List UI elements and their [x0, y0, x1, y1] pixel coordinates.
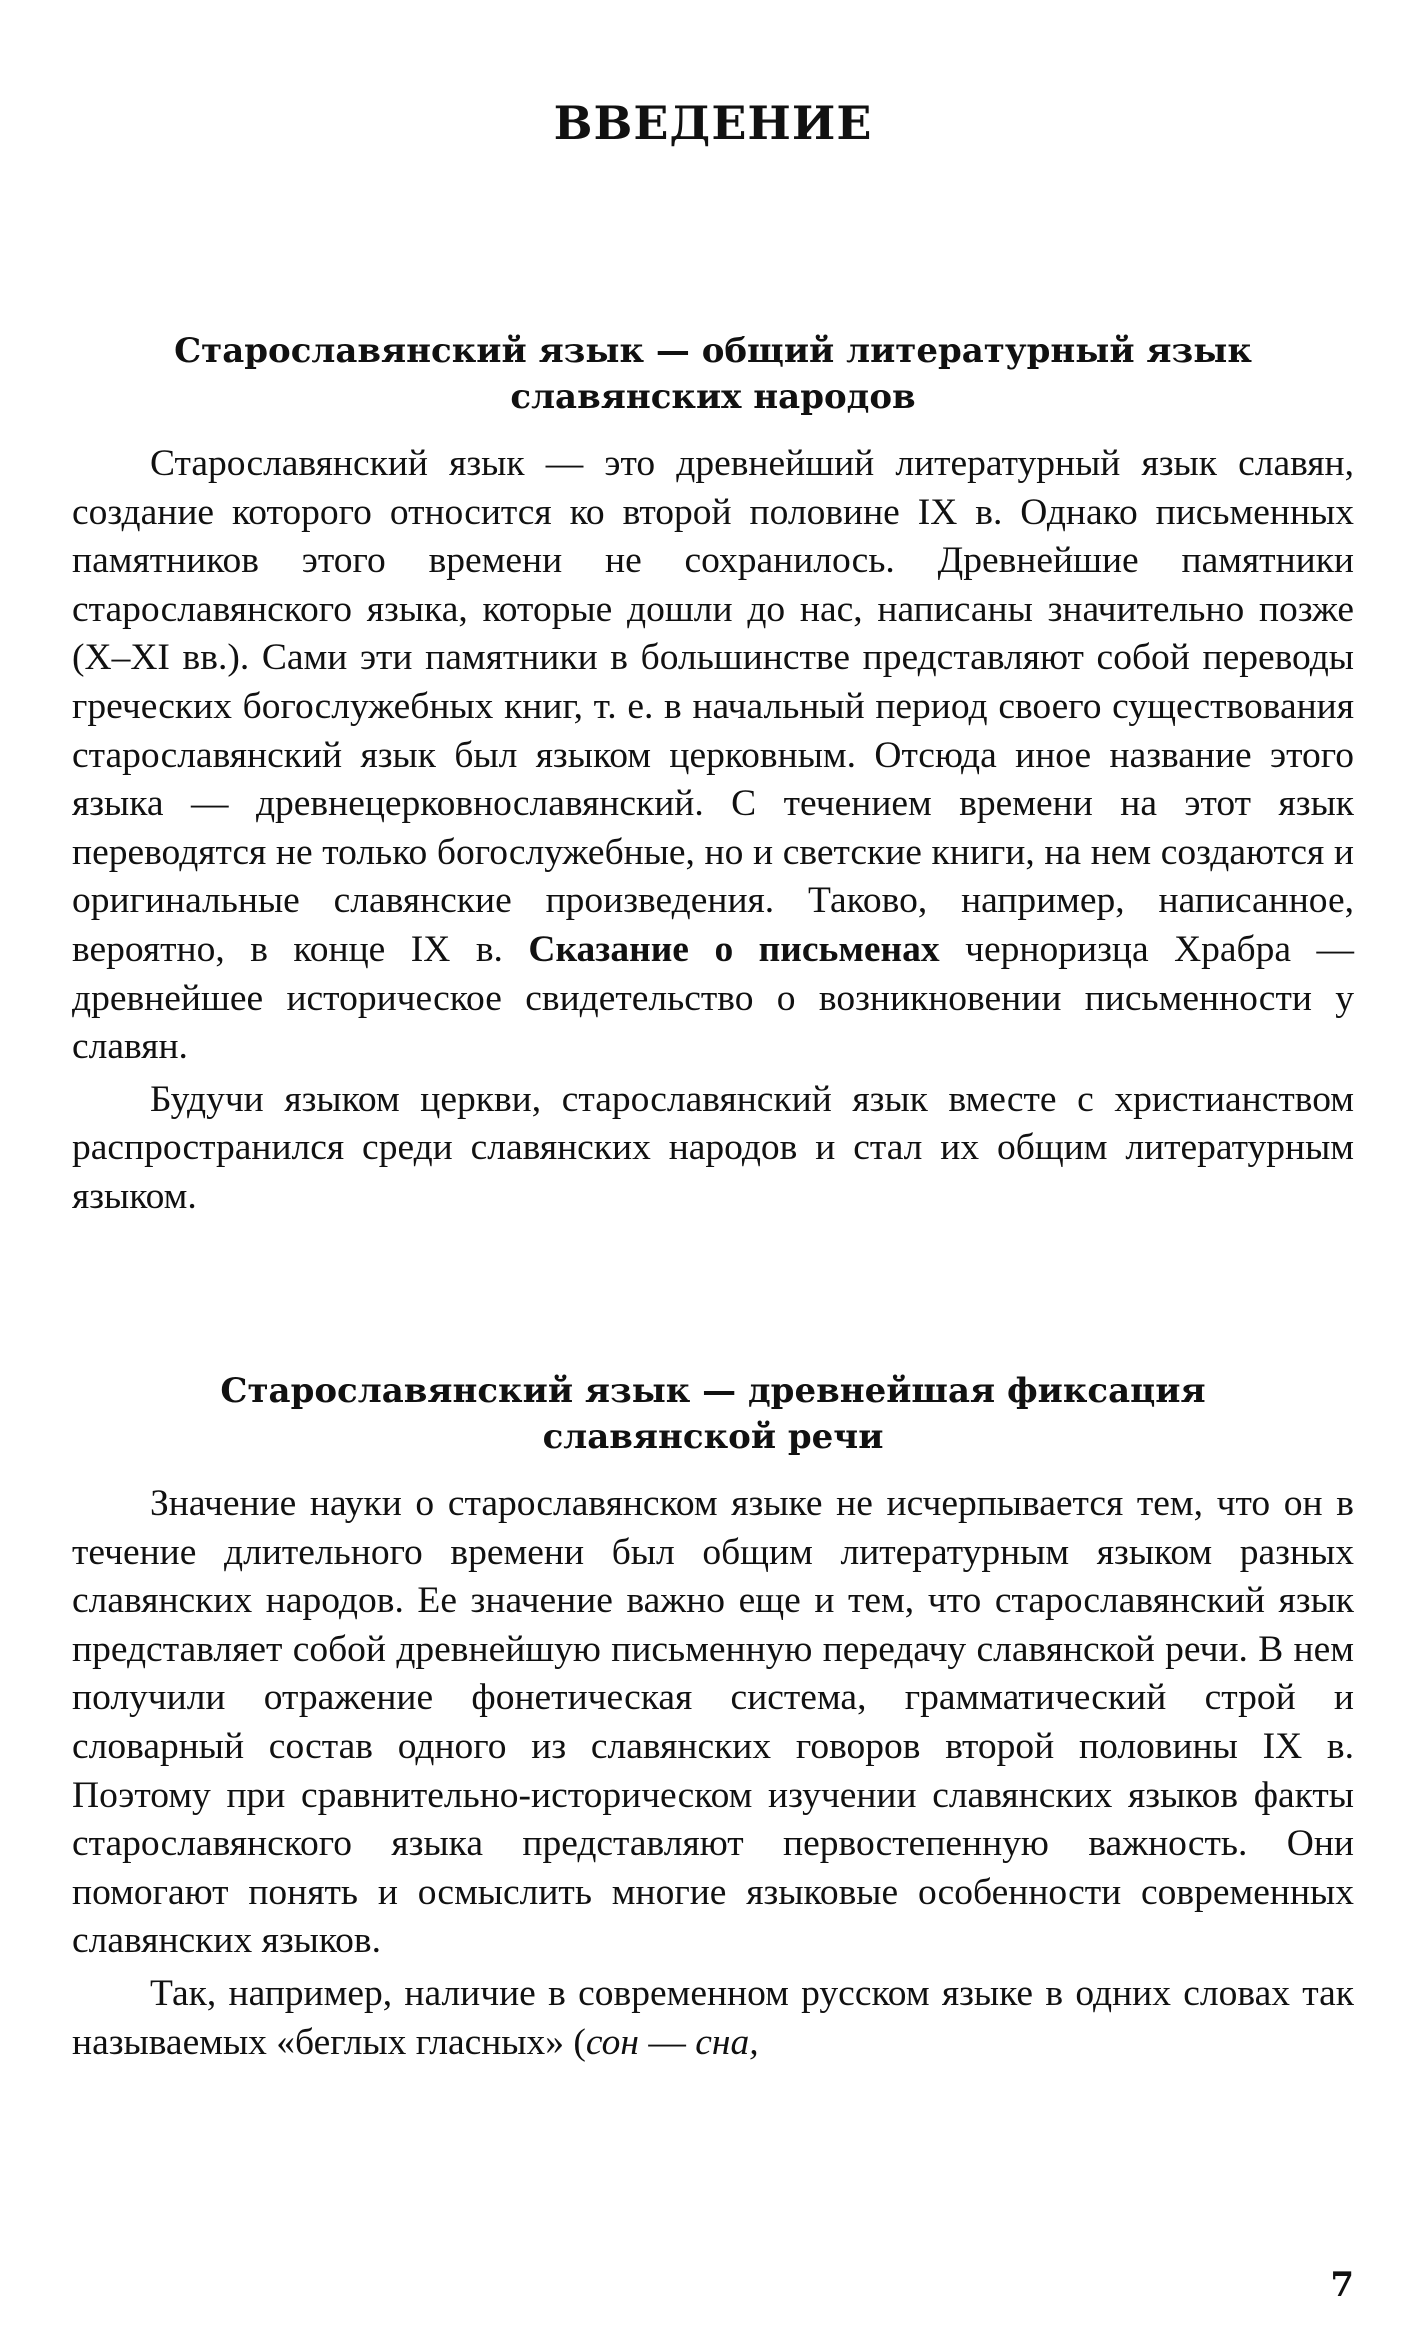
section-heading: [72, 328, 1354, 420]
section-heading-line: славянской речи: [542, 1417, 884, 1457]
section-oldest-fixation: [72, 1368, 1354, 2071]
section-heading: [72, 1368, 1354, 1460]
section-heading-line: Старославянский язык — общий литературный язык: [174, 331, 1252, 371]
work-title: Сказание о письменах: [528, 928, 940, 970]
paragraph-text: —: [638, 2021, 696, 2063]
paragraph-text: Старославянский язык — это древнейший литературный язык славян, создание которого относится ко второй половине IX в. Однако письменных памятников этого времени не сохранилось. Древнейшие памятники старославянского языка, которые дошли до нас, написаны значительно позже (X–XI вв.). Сами эти памятники в большинстве представляют собой переводы греческих богослужебных книг, т. е. в начальный период своего существования старославянский язык был языком церковным. Отсюда иное название этого языка — древнецерковнославянский. С течением времени на этот язык переводятся не только богослужебные, но и светские книги, на нем создаются и оригинальные славянские произведения. Таково, например, написанное, вероятно, в конце IX в.: [72, 443, 1354, 970]
paragraph-text: Так, например, наличие в современном русском языке в одних словах так называемых «беглых гласных» (: [72, 1972, 1354, 2063]
paragraph: [72, 440, 1354, 1072]
paragraph: Будучи языком церкви, старославянский язык вместе с христианством распространился среди славянских народов и стал их общим литературным языком.: [72, 1078, 1354, 1217]
chapter-title: ВВЕДЕНИЕ: [553, 96, 873, 150]
book-page: [72, 0, 1354, 2337]
example-word: сна,: [695, 2021, 759, 2063]
paragraph: [72, 1970, 1354, 2067]
section-common-literary-language: [72, 328, 1354, 1226]
paragraph: Значение науки о старославянском языке не исчерпывается тем, что он в течение длительного времени был общим литературным языком разных славянских народов. Ее значение важно еще и тем, что старославянский язык представляет собой древнейшую письменную передачу славянской речи. В нем получили отражение фонетическая система, грамматический строй и словарный состав одного из славянских говоров второй половины IX в. Поэтому при сравнительно-историческом изучении славянских языков факты старославянского языка представляют первостепенную важность. Они помогают понять и осмыслить многие языковые особенности современных славянских языков.: [72, 1483, 1354, 1962]
page-number: 7: [1330, 2265, 1354, 2305]
section-heading-line: Старославянский язык — древнейшая фиксация: [220, 1371, 1206, 1411]
section-heading-line: славянских народов: [510, 377, 916, 417]
example-word: сон: [585, 2021, 639, 2063]
paragraph-text: черноризца Храбра — древнейшее историческое свидетельство о возникновении письменности у славян.: [72, 928, 1355, 1068]
